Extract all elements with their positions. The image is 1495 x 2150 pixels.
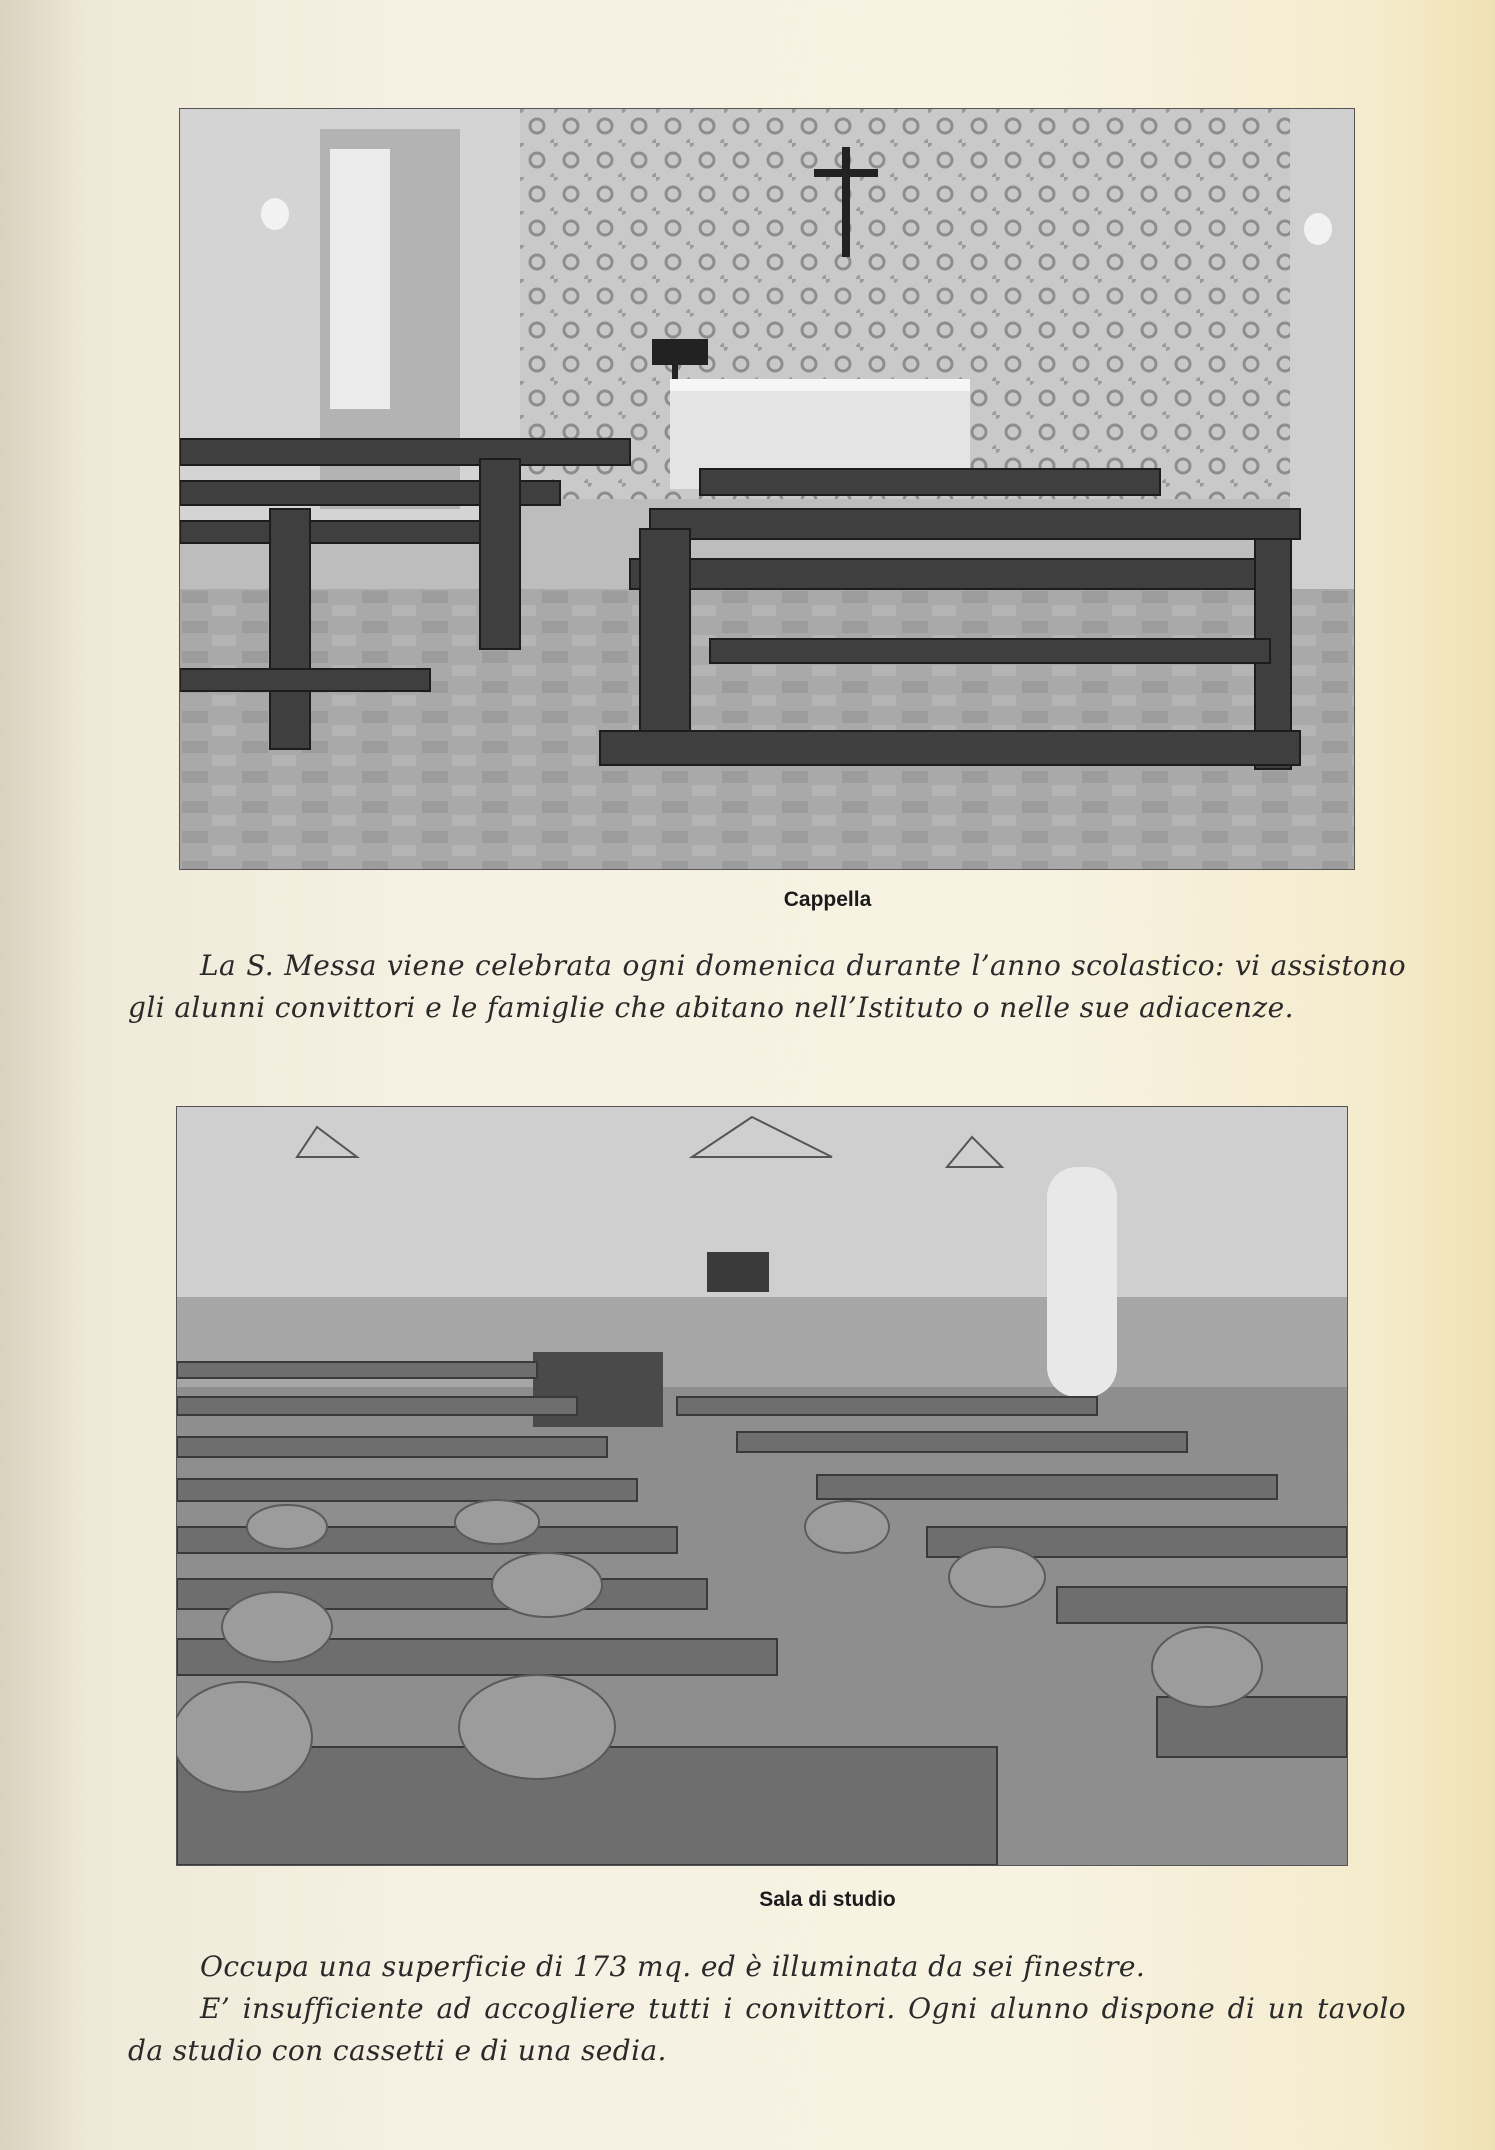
study-room-description bbox=[128, 1946, 1406, 2072]
study-text-line2: E’ insufficiente ad accogliere tutti i convittori. Ogni alunno dispone di un tavolo da studio con cassetti e di una sedia. bbox=[128, 1992, 1406, 2067]
chapel-photo bbox=[179, 108, 1355, 870]
study-text-line1: Occupa una superficie di 173 mq. ed è illuminata da sei finestre. bbox=[200, 1950, 1146, 1983]
study-room-caption: Sala di studio bbox=[759, 1888, 896, 1911]
chapel-text: La S. Messa viene celebrata ogni domenica durante l’anno scolastico: vi assistono gli alunni convittori e le famiglie che abitano nell’Istituto o nelle sue adiacenze. bbox=[128, 949, 1406, 1024]
chapel-caption: Cappella bbox=[783, 888, 872, 911]
chapel-description bbox=[128, 945, 1406, 1029]
study-room-photo bbox=[176, 1106, 1348, 1866]
